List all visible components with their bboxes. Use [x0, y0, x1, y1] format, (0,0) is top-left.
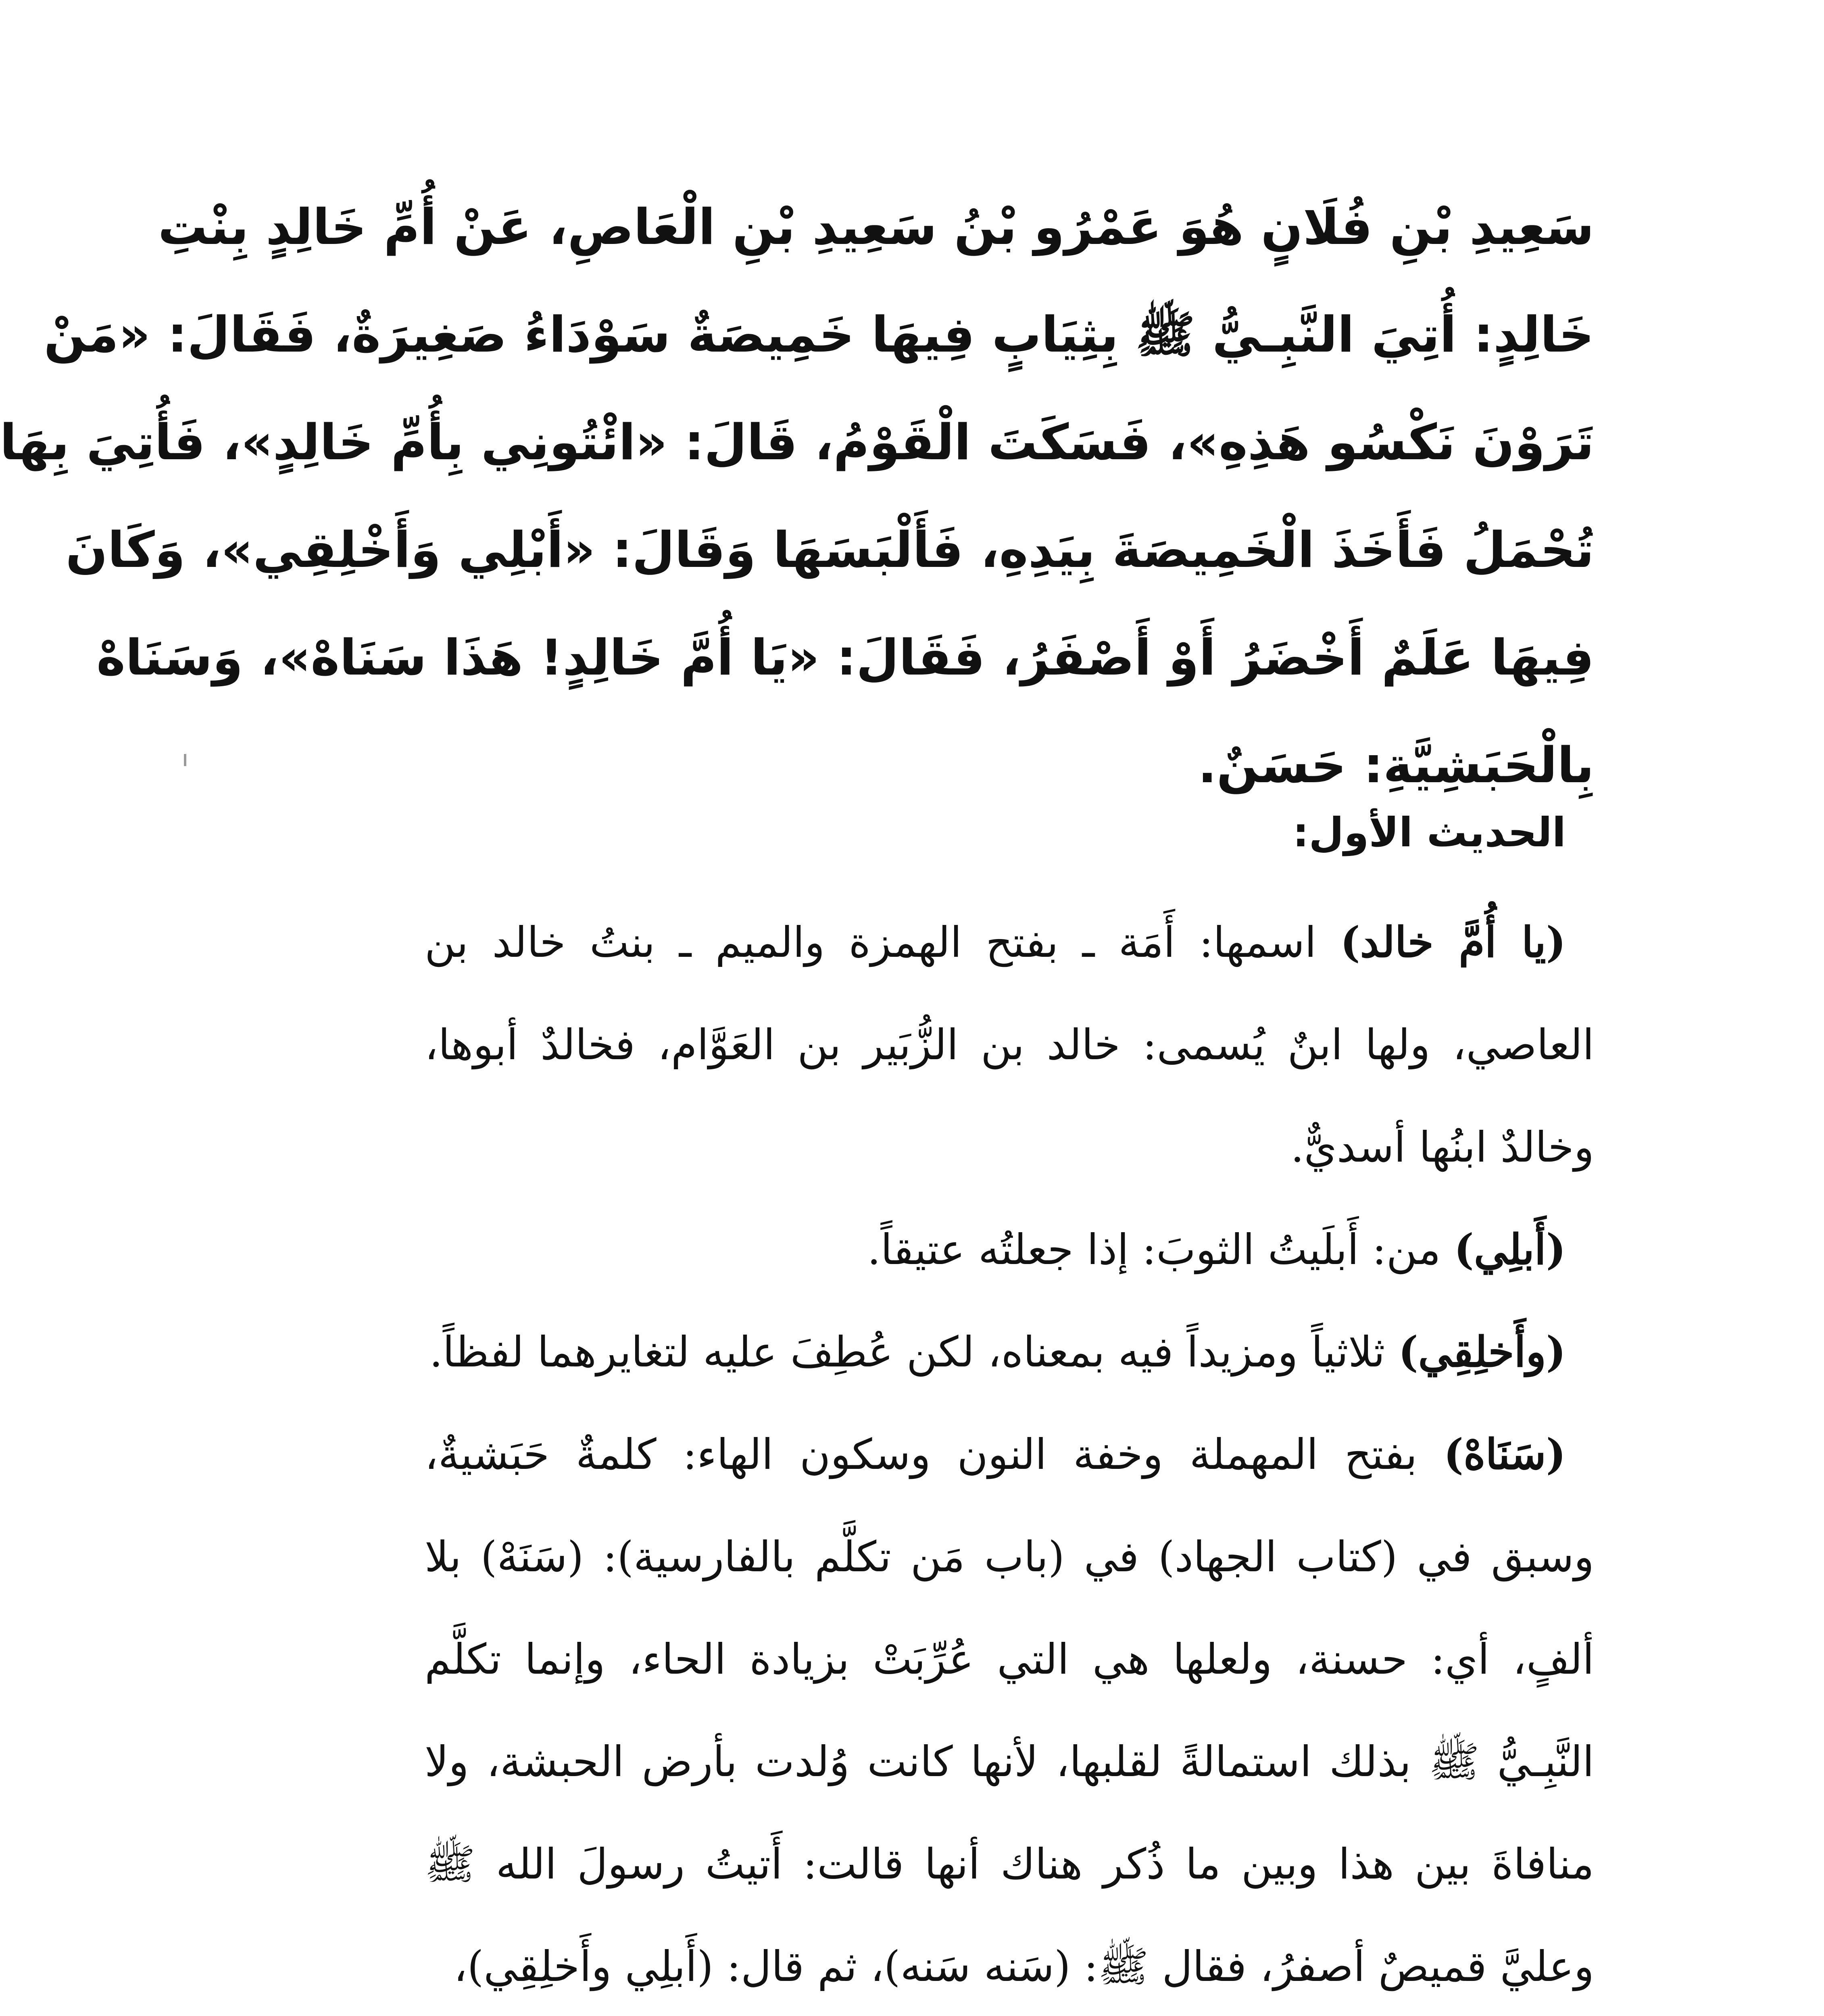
- hadith-text: [0, 173, 1594, 819]
- commentary-paragraph: [425, 1403, 1594, 2016]
- commentary: [425, 891, 1594, 2016]
- hadith-line: بِالْحَبَشِيَّةِ: حَسَنٌ.: [1198, 737, 1594, 794]
- section-heading: الحديث الأول:: [1292, 809, 1566, 856]
- hadith-line: تَرَوْنَ نَكْسُو هَذِهِ»، فَسَكَتَ الْقَوْمُ، قَالَ: «ائْتُونِي بِأُمِّ خَالِدٍ»، فَأُتِيَ بِهَا: [0, 414, 1594, 471]
- hadith-line: خَالِدٍ: أُتِيَ النَّبِـيُّ ﷺ بِثِيَابٍ فِيهَا خَمِيصَةٌ سَوْدَاءُ صَغِيرَةٌ، فَقَالَ: «مَنْ: [44, 306, 1594, 363]
- glossed-term: (أَبلِي): [1454, 1225, 1566, 1274]
- commentary-paragraph: [425, 891, 1594, 1198]
- gloss-text: بفتح المهملة وخفة النون وسكون الهاء: كلمةٌ حَبَشيةٌ، وسبق في (كتاب الجهاد) في (باب مَن تكلَّم بالفارسية): (سَنَهْ) بلا ألفٍ، أي: حسنة، ولعلها هي التي عُرِّبَتْ بزيادة الحاء، وإنما تكلَّم النَّبِـيُّ ﷺ بذلك استمالةً لقلبها، لأنها كانت وُلدت بأرض الحبشة، ولا منافاةَ بين هذا وبين ما ذُكر هناك أنها قالت: أَتيتُ رسولَ الله ﷺ وعليَّ قميصٌ أصفرُ، فقال ﷺ: (سَنه سَنه)، ثم قال: (أَبلِي وأَخلِقِي)،: [425, 1430, 1594, 1991]
- gloss-text: من: أَبلَيتُ الثوبَ: إذا جعلتُه عتيقاً.: [867, 1225, 1454, 1274]
- hadith-line: سَعِيدِ بْنِ فُلَانٍ هُوَ عَمْرُو بْنُ سَعِيدِ بْنِ الْعَاصِ، عَنْ أُمِّ خَالِدٍ بِنْتِ: [158, 198, 1594, 256]
- hadith-line: تُحْمَلُ فَأَخَذَ الْخَمِيصَةَ بِيَدِهِ، فَأَلْبَسَهَا وَقَالَ: «أَبْلِي وَأَخْلِقِي»، وَكَانَ: [65, 521, 1594, 579]
- commentary-paragraph: [425, 1301, 1594, 1403]
- commentary-paragraph: [425, 1198, 1594, 1301]
- glossed-term: (يا أُمَّ خالد): [1340, 917, 1566, 967]
- gloss-text: ثلاثياً ومزيداً فيه بمعناه، لكن عُطِفَ عليه لتغايرهما لفظاً.: [429, 1327, 1399, 1377]
- glossed-term: (سَنَاهْ): [1443, 1429, 1566, 1479]
- gloss-text: اسمها: أَمَة ـ بفتح الهمزة والميم ـ بنتُ خالد بن العاصي، ولها ابنٌ يُسمى: خالد بن الزُّبَير بن العَوَّام، فخالدٌ أبوها، وخالدٌ ابنُها أسديٌّ.: [425, 918, 1594, 1172]
- hadith-line: فِيهَا عَلَمٌ أَخْضَرُ أَوْ أَصْفَرُ، فَقَالَ: «يَا أُمَّ خَالِدٍ! هَذَا سَنَاهْ»، وَسَنَاهْ: [96, 629, 1594, 686]
- glossed-term: (وأَخلِقِي): [1398, 1327, 1566, 1377]
- scan-edge-mark: [184, 754, 186, 766]
